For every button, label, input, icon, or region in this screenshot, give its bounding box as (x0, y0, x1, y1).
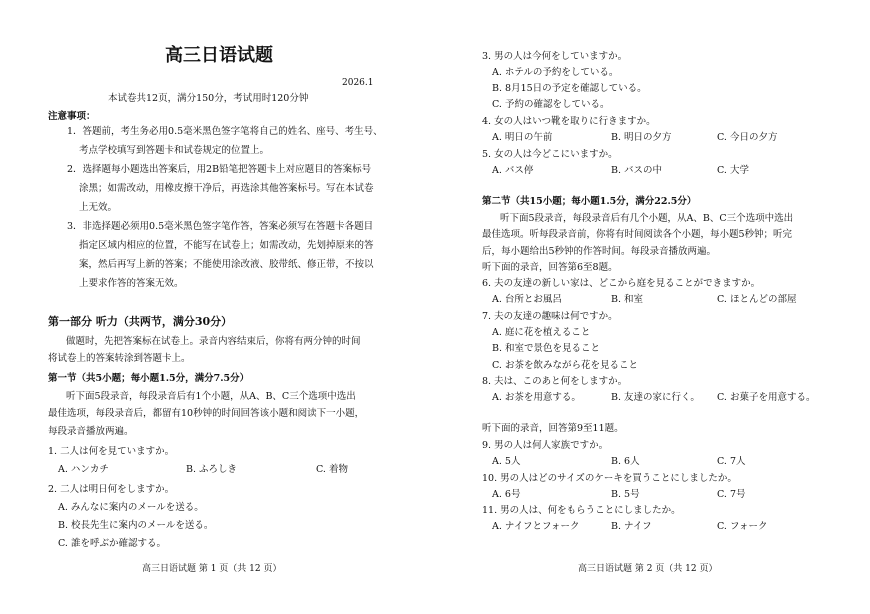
option-c: C. 誰を呼ぶか確認する。 (58, 538, 166, 549)
note-line: 案，然后再写上新的答案；不能使用涂改液、胶带纸、修正带，不按以 (79, 259, 374, 270)
listening-instruction: 听下面的录音，回答第6至8题。 (482, 262, 618, 273)
section2-intro: 最佳选项。听每段录音前，你将有时间阅读各个小题，每小题5秒钟；听完 (482, 229, 793, 240)
section2-intro: 听下面5段录音，每段录音后有几个小题，从A、B、C三个选项中选出 (500, 213, 794, 224)
question-stem: 6. 夫の友達の新しい家は、どこから庭を見ることができますか。 (482, 278, 761, 289)
section1-heading: 第一节（共5小题；每小题1.5分，满分7.5分） (48, 373, 250, 384)
exam-info: 本试卷共12页，满分150分，考试用时120分钟 (108, 93, 309, 104)
question-stem: 5. 女の人は今どこにいますか。 (482, 149, 618, 160)
option-c: C. お菓子を用意する。 (717, 392, 816, 403)
option-b: B. バスの中 (611, 165, 663, 176)
option-b: B. ふろしき (186, 464, 238, 475)
notes-heading: 注意事项： (48, 111, 96, 122)
note-line: 1．答题前，考生务必用0.5毫米黑色签字笔将自己的姓名、座号、考生号、 (67, 126, 383, 137)
option-c: C. 7人 (717, 456, 746, 467)
page-footer: 高三日语试题 第 2 页（共 12 页） (578, 564, 718, 574)
option-c: C. 7号 (717, 489, 746, 500)
note-line: 3．非选择题必须用0.5毫米黑色签字笔作答，答案必须写在答题卡各题目 (67, 221, 374, 232)
question-stem: 7. 夫の友達の趣味は何ですか。 (482, 311, 618, 322)
note-line: 涂黑；如需改动，用橡皮擦干净后，再选涂其他答案标号。写在本试卷 (79, 183, 374, 194)
option-a: A. 5人 (492, 456, 521, 467)
section1-intro: 听下面5段录音，每段录音后有1个小题，从A、B、C三个选项中选出 (66, 391, 356, 402)
part1-intro: 将试卷上的答案转涂到答题卡上。 (48, 353, 191, 364)
option-b: B. 5号 (611, 489, 640, 500)
option-a: A. 6号 (492, 489, 521, 500)
option-a: A. ホテルの予約をしている。 (492, 67, 619, 78)
page-footer: 高三日语试题 第 1 页（共 12 页） (142, 564, 282, 574)
section2-heading: 第二节（共15小题；每小题1.5分，满分22.5分） (482, 196, 697, 207)
question-stem: 2. 二人は明日何をしますか。 (48, 484, 175, 495)
option-c: C. 大学 (717, 165, 749, 176)
exam-title: 高三日语试题 (165, 45, 273, 66)
listening-instruction: 听下面的录音，回答第9至11题。 (482, 423, 624, 434)
question-stem: 9. 男の人は何人家族ですか。 (482, 440, 609, 451)
option-a: A. お茶を用意する。 (492, 392, 581, 403)
question-stem: 4. 女の人はいつ靴を取りに行きますか。 (482, 116, 656, 127)
note-line: 考点学校填写到答题卡和试卷规定的位置上。 (79, 145, 270, 156)
option-c: C. ほとんどの部屋 (717, 294, 797, 305)
section2-intro: 后，每小题给出5秒钟的作答时间。每段录音播放两遍。 (482, 246, 717, 257)
option-a: A. 庭に花を植えること (492, 327, 591, 338)
option-c: C. 予約の確認をしている。 (492, 99, 610, 110)
option-c: C. 着物 (316, 464, 348, 475)
option-a: A. ナイフとフォーク (492, 521, 580, 532)
part1-heading: 第一部分 听力（共两节，满分30分） (48, 315, 233, 328)
option-b: B. 明日の夕方 (611, 132, 672, 143)
option-b: B. 友達の家に行く。 (611, 392, 700, 403)
question-stem: 1. 二人は何を見ていますか。 (48, 446, 175, 457)
option-b: B. ナイフ (611, 521, 652, 532)
option-c: C. フォーク (717, 521, 768, 532)
part1-intro: 做题时，先把答案标在试卷上。录音内容结束后，你将有两分钟的时间 (66, 336, 361, 347)
option-a: A. みんなに案内のメールを送る。 (58, 502, 204, 513)
option-a: A. 明日の午前 (492, 132, 553, 143)
option-a: A. ハンカチ (58, 464, 109, 475)
question-stem: 10. 男の人はどのサイズのケーキを買うことにしましたか。 (482, 473, 737, 484)
question-stem: 3. 男の人は今何をしていますか。 (482, 51, 628, 62)
note-line: 2．选择题每小题选出答案后，用2B铅笔把答题卡上对应题目的答案标号 (67, 164, 372, 175)
option-b: B. 和室 (611, 294, 644, 305)
question-stem: 8. 夫は、このあと何をしますか。 (482, 376, 628, 387)
section1-intro: 每段录音播放两遍。 (48, 426, 134, 437)
option-c: C. 今日の夕方 (717, 132, 778, 143)
note-line: 上无效。 (79, 202, 118, 213)
option-b: B. 8月15日の予定を確認している。 (492, 83, 647, 94)
question-stem: 11. 男の人は、何をもらうことにしましたか。 (482, 505, 681, 516)
option-a: A. 台所とお風呂 (492, 294, 562, 305)
note-line: 上要求作答的答案无效。 (79, 278, 184, 289)
option-b: B. 和室で景色を見ること (492, 343, 601, 354)
note-line: 指定区域内相应的位置，不能写在试卷上；如需改动，先划掉原来的答 (79, 240, 374, 251)
option-c: C. お茶を飲みながら花を見ること (492, 360, 638, 371)
option-b: B. 校長先生に案内のメールを送る。 (58, 520, 214, 531)
section1-intro: 最佳选项，每段录音后，都留有10秒钟的时间回答该小题和阅读下一小题， (48, 408, 365, 419)
option-a: A. バス停 (492, 165, 534, 176)
option-b: B. 6人 (611, 456, 640, 467)
exam-date: 2026.1 (342, 78, 374, 88)
